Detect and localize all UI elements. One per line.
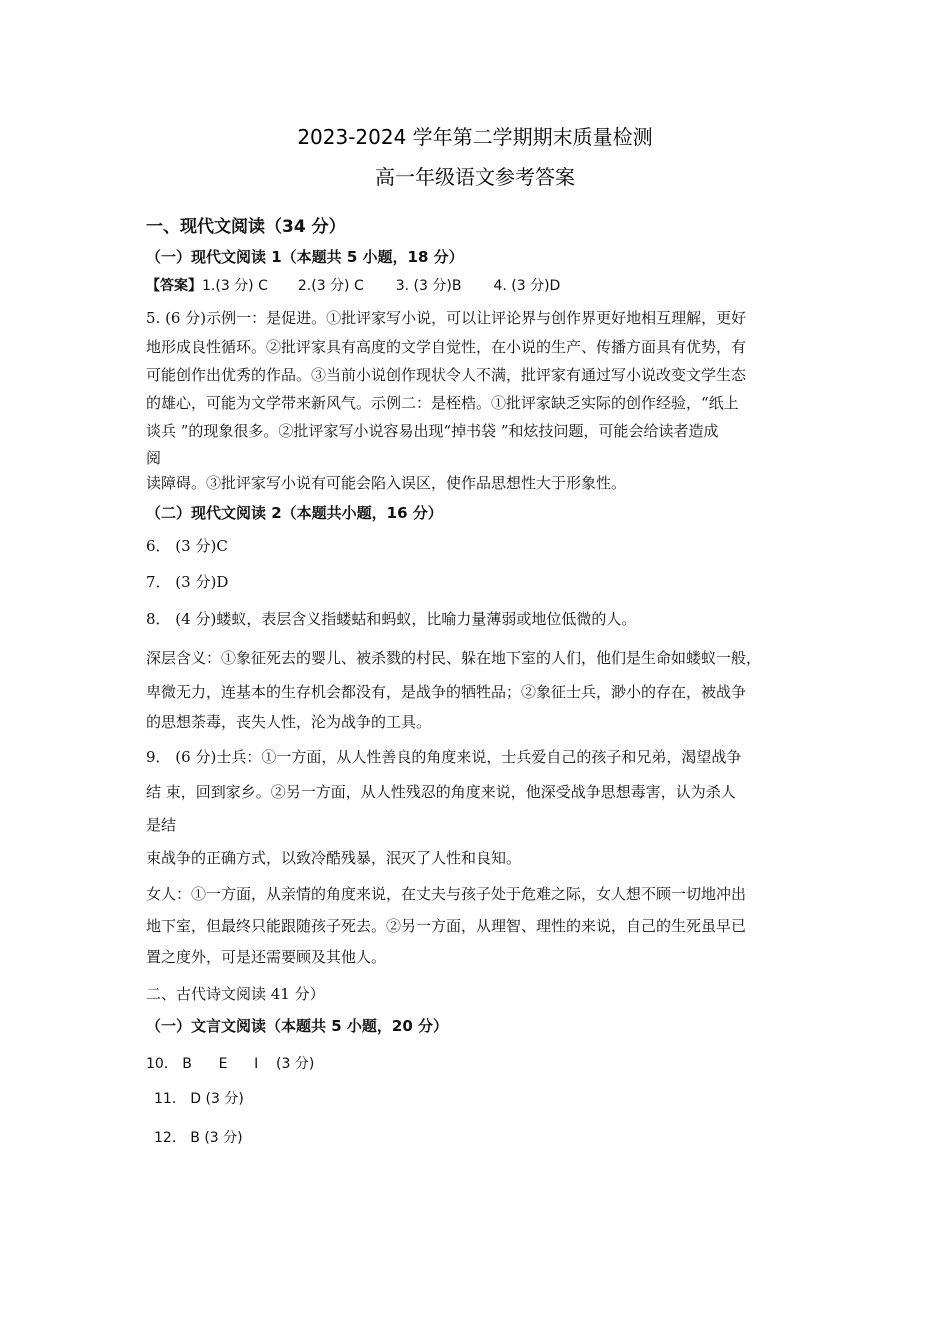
q12-answer: 12． B (3 分) xyxy=(154,1130,243,1146)
q8-deep-line-2: 卑微无力，连基本的生存机会都没有，是战争的牺牲品；②象征士兵，渺小的存在，被战争 xyxy=(146,683,747,701)
q5-line-4: 的雄心，可能为文学带来新风气。示例二：是桎梏。①批评家缺乏实际的创作经验，“纸上 xyxy=(146,394,739,412)
q9-soldier-line-1: 9． (6 分)士兵：①一方面，从人性善良的角度来说，士兵爱自己的孩子和兄弟，渴望战争 xyxy=(146,748,742,766)
q9-woman-line-2: 地下室，但最终只能跟随孩子死去。②另一方面，从理智、理性的来说，自己的生死虽早已 xyxy=(146,917,747,935)
q11-answer: 11． D (3 分) xyxy=(154,1091,244,1107)
q5-line-2: 地形成良性循环。②批评家具有高度的文学自觉性，在小说的生产、传播方面具有优势，有 xyxy=(146,338,747,356)
q5-line-5: 谈兵 ”的现象很多。②批评家写小说容易出现“掉书袋 ”和炫技问题，可能会给读者造成 xyxy=(146,422,719,440)
q5-line-3: 可能创作出优秀的作品。③当前小说创作现状令人不满，批评家有通过写小说改变文学生态 xyxy=(146,366,747,384)
q9-woman-line-3: 置之度外，可是还需要顾及其他人。 xyxy=(146,948,387,966)
q9-soldier-line-4: 束战争的正确方式，以致冷酷残暴，泯灭了人性和良知。 xyxy=(146,849,522,867)
answer-q2: 2.(3 分) C xyxy=(297,278,364,294)
q5-line-6: 阅 xyxy=(146,449,162,467)
q9-woman-line-1: 女人：①一方面，从亲情的角度来说，在丈夫与孩子处于危难之际，女人想不顾一切地冲出 xyxy=(146,885,747,903)
subsection-heading-modern-reading-2: （二）现代文阅读 2（本题共小题，16 分） xyxy=(146,504,443,522)
subsection-heading-classical-prose: （一）文言文阅读（本题共 5 小题，20 分） xyxy=(146,1017,448,1035)
section-heading-classical-reading: 二、古代诗文阅读 41 分） xyxy=(146,985,325,1003)
subsection-heading-modern-reading-1: （一）现代文阅读 1（本题共 5 小题，18 分） xyxy=(146,248,464,266)
answer-q1: 1.(3 分) C xyxy=(202,278,268,294)
q9-soldier-line-2: 结 束，回到家乡。②另一方面，从人性残忍的角度来说，他深受战争思想毒害，认为杀人 xyxy=(146,783,736,801)
q5-line-1: 5. (6 分)示例一：是促进。①批评家写小说，可以让评论界与创作界更好地相互理解，更好 xyxy=(146,309,747,327)
q7-answer: 7． (3 分)D xyxy=(146,573,229,591)
page-title: 2023-2024 学年第二学期期末质量检测 xyxy=(297,125,653,149)
q8-deep-line-1: 深层含义：①象征死去的婴儿、被杀戮的村民、躲在地下室的人们，他们是生命如蝼蚁一般， xyxy=(146,649,762,667)
page-subtitle: 高一年级语文参考答案 xyxy=(375,165,575,189)
q9-soldier-line-3: 是结 xyxy=(146,816,177,834)
q8-answer: 8． (4 分)蝼蚁，表层含义指蝼蛄和蚂蚁，比喻力量薄弱或地位低微的人。 xyxy=(146,610,637,628)
answer-q4: 4. (3 分)D xyxy=(493,278,561,294)
section-heading-modern-reading: 一、现代文阅读（34 分） xyxy=(146,217,346,237)
q5-line-7: 读障碍。③批评家写小说有可能会陷入误区，使作品思想性大于形象性。 xyxy=(146,474,627,492)
answer-q3: 3. (3 分)B xyxy=(395,278,462,294)
mc-answers-row xyxy=(146,276,560,296)
answer-label: 【答案】 xyxy=(146,278,202,294)
q6-answer: 6． (3 分)C xyxy=(146,537,228,555)
q10-answer: 10． B E I (3 分) xyxy=(146,1056,315,1072)
q8-deep-line-3: 的思想荼毒，丧失人性，沦为战争的工具。 xyxy=(146,713,432,731)
